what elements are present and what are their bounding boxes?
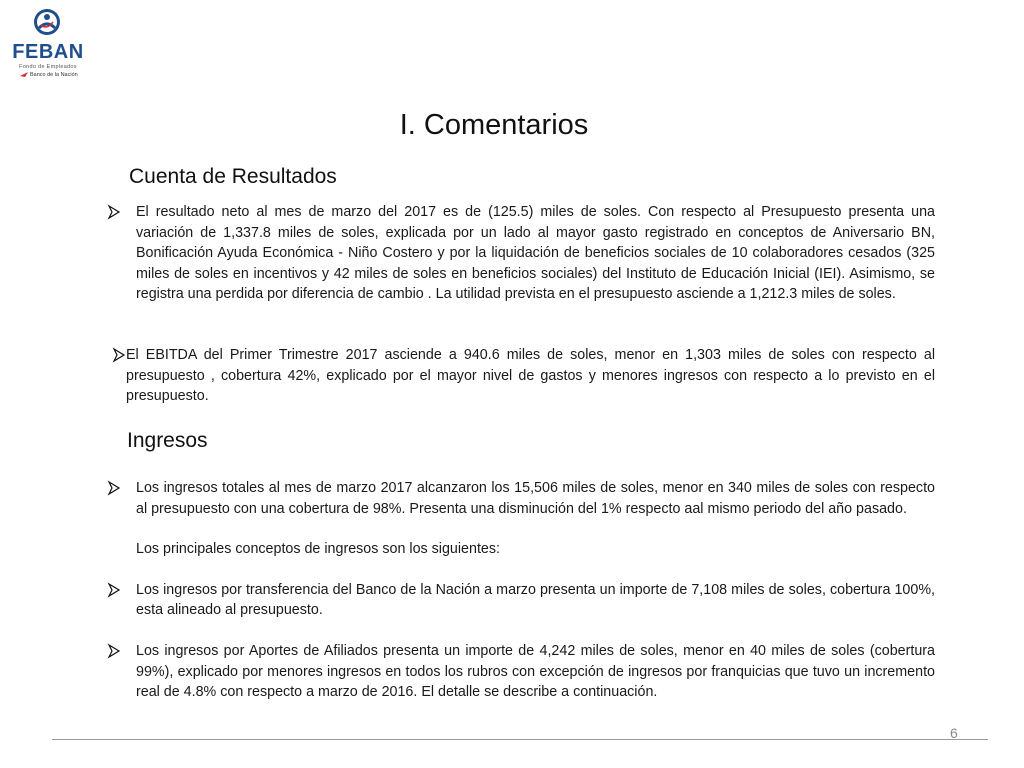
bank-swoosh-icon <box>20 72 28 77</box>
logo-bank-name: Banco de la Nación <box>30 72 78 78</box>
ebitda-block <box>126 345 935 407</box>
section-heading-resultados: Cuenta de Resultados <box>129 165 337 188</box>
logo-bank <box>20 72 90 78</box>
bullet-ingresos-totales <box>107 478 935 519</box>
bullet-aportes <box>107 641 935 703</box>
page-number: 6 <box>950 725 958 741</box>
bullet-text: Los ingresos totales al mes de marzo 2017 alcanzaron los 15,506 miles de soles, menor en 340 miles de soles con respecto al presupuesto con una cobertura de 98%. Presenta una disminución del 1% respecto aal mismo periodo del año pasado. <box>136 480 935 517</box>
bullet-resultado-neto <box>107 202 935 305</box>
arrow-bullet-icon <box>107 202 121 222</box>
bullet-text: El resultado neto al mes de marzo del 2017 es de (125.5) miles de soles. Con respecto al Presupuesto presenta una variación de 1,337.8 miles de soles, explicada por un lado al mayor gasto registrado en conceptos de Aniversario BN, Bonificación Ayuda Económica - Niño Costero y por la liquidación de beneficios sociales de 10 colaboradores cesados (325 miles de soles en incentivos y 42 miles de soles en beneficios sociales) del Instituto de Educación Inicial (IEI). Asimismo, se registra una perdida por diferencia de cambio . La utilidad prevista en el presupuesto asciende a 1,212.3 miles de soles. <box>136 204 935 303</box>
bullet-text: Los ingresos por Aportes de Afiliados presenta un importe de 4,242 miles de soles, menor en 40 miles de soles (cobertura 99%), explicado por menores ingresos en todos los rubros con excepción de ingresos por franquicias que tuvo un incremento real de 4.8% con respecto a marzo de 2016. El detalle se describe a continuación. <box>136 642 935 701</box>
logo-subtitle: Fondo de Empleados <box>19 64 77 70</box>
section-heading-ingresos: Ingresos <box>127 429 208 452</box>
ingresos-intro: Los principales conceptos de ingresos son los siguientes: <box>136 541 500 558</box>
ingresos-block <box>107 478 935 703</box>
bullet-ebitda <box>126 345 935 407</box>
arrow-bullet-icon <box>107 580 121 600</box>
arrow-bullet-icon <box>112 345 126 365</box>
logo-wordmark: FEBAN <box>12 41 84 63</box>
bullet-text: El EBITDA del Primer Trimestre 2017 asciende a 940.6 miles de soles, menor en 1,303 miles de soles con respecto al presupuesto , cobertura 42%, explicado por el mayor nivel de gastos y menores ingresos con respecto a lo previsto en el presupuesto. <box>126 347 935 405</box>
feban-logo-icon <box>33 8 61 36</box>
resultados-block <box>107 202 935 305</box>
bullet-text: Los ingresos por transferencia del Banco de la Nación a marzo presenta un importe de 7,108 miles de soles, cobertura 100%, esta alineado al presupuesto. <box>136 581 935 619</box>
footer-divider <box>52 739 988 740</box>
page-title: I. Comentarios <box>399 109 589 141</box>
bullet-transferencia <box>107 580 935 621</box>
arrow-bullet-icon <box>107 641 121 661</box>
feban-logo <box>6 6 86 82</box>
arrow-bullet-icon <box>107 478 121 498</box>
